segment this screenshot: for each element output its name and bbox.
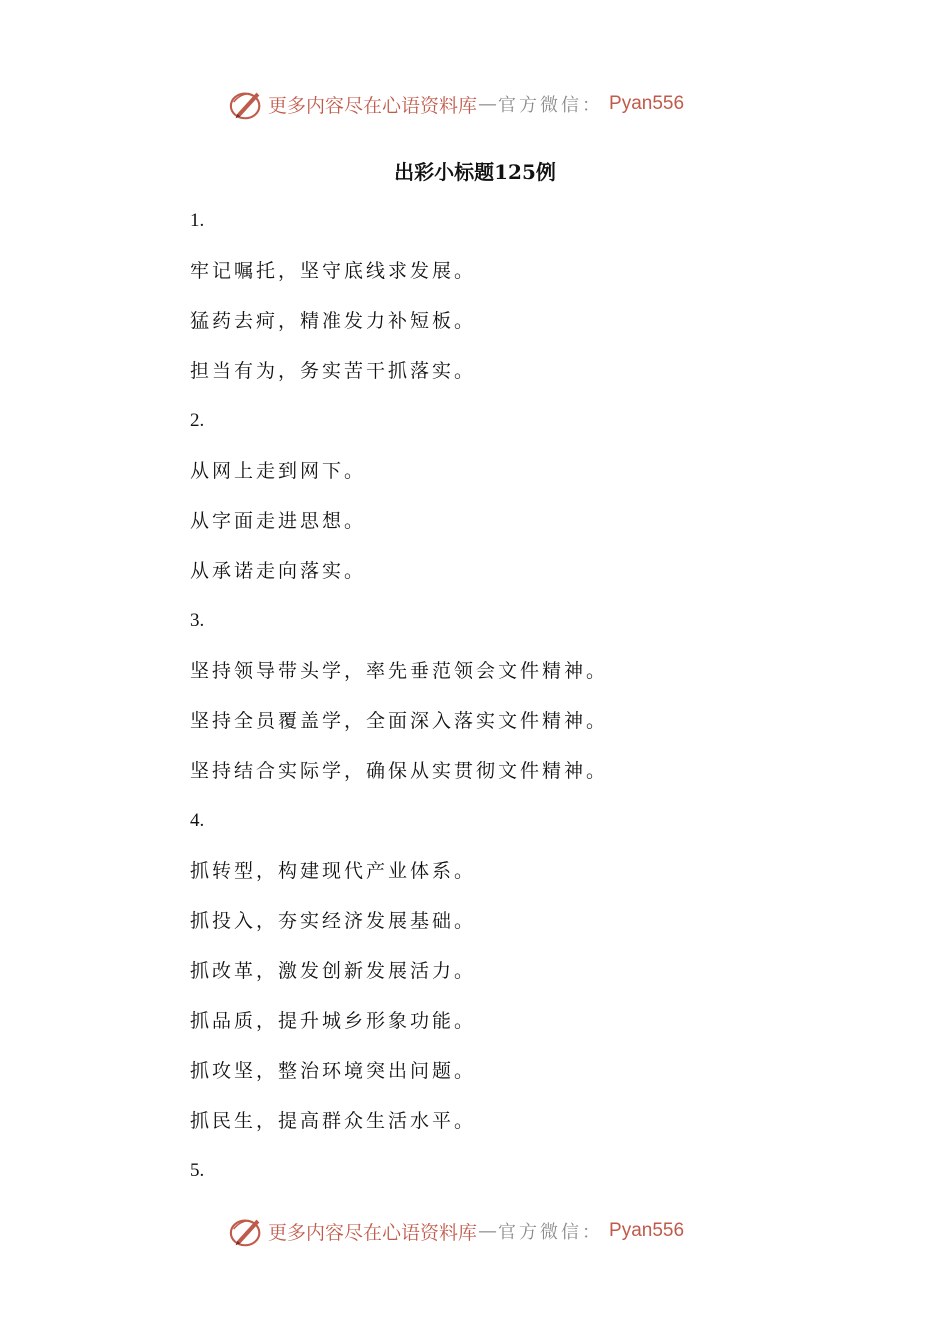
watermark-text: 更多内容尽在心语资料库 <box>268 1221 478 1244</box>
section-line: 抓攻坚，整治环境突出问题。 <box>190 1060 477 1082</box>
section-line: 牢记嘱托，坚守底线求发展。 <box>190 260 477 282</box>
section-number: 1. <box>190 210 205 231</box>
section-line: 坚持全员覆盖学，全面深入落实文件精神。 <box>190 710 609 732</box>
document-body <box>190 206 890 1206</box>
pen-logo-icon <box>228 1212 266 1250</box>
watermark-text: 更多内容尽在心语资料库 <box>268 94 478 117</box>
header-watermark <box>228 84 728 124</box>
section-number: 3. <box>190 610 205 631</box>
section-line: 抓品质，提升城乡形象功能。 <box>190 1010 477 1032</box>
watermark-wechat-id: Pyan556 <box>609 1220 685 1241</box>
section-number: 2. <box>190 410 205 431</box>
section-line: 担当有为，务实苦干抓落实。 <box>190 360 477 382</box>
section-line: 抓投入，夯实经济发展基础。 <box>190 910 477 932</box>
section-line: 抓民生，提高群众生活水平。 <box>190 1110 477 1132</box>
section-number: 5. <box>190 1160 205 1181</box>
document-title: 出彩小标题125例 <box>394 160 556 184</box>
section-line: 抓转型，构建现代产业体系。 <box>190 860 477 882</box>
section-line: 从字面走进思想。 <box>190 510 367 532</box>
watermark-separator: — <box>478 1220 498 1242</box>
footer-watermark <box>228 1211 728 1251</box>
watermark-separator: — <box>478 93 498 115</box>
section-number: 4. <box>190 810 205 831</box>
section-line: 坚持领导带头学，率先垂范领会文件精神。 <box>190 660 609 682</box>
section-line: 坚持结合实际学，确保从实贯彻文件精神。 <box>190 760 609 782</box>
section-line: 从承诺走向落实。 <box>190 560 367 582</box>
section-line: 猛药去疴，精准发力补短板。 <box>190 310 477 332</box>
section-line: 从网上走到网下。 <box>190 460 367 482</box>
pen-logo-icon <box>228 85 266 123</box>
watermark-official-label: 官方微信： <box>498 95 604 116</box>
watermark-wechat-id: Pyan556 <box>609 93 685 114</box>
section-line: 抓改革，激发创新发展活力。 <box>190 960 477 982</box>
watermark-official-label: 官方微信： <box>498 1222 604 1243</box>
